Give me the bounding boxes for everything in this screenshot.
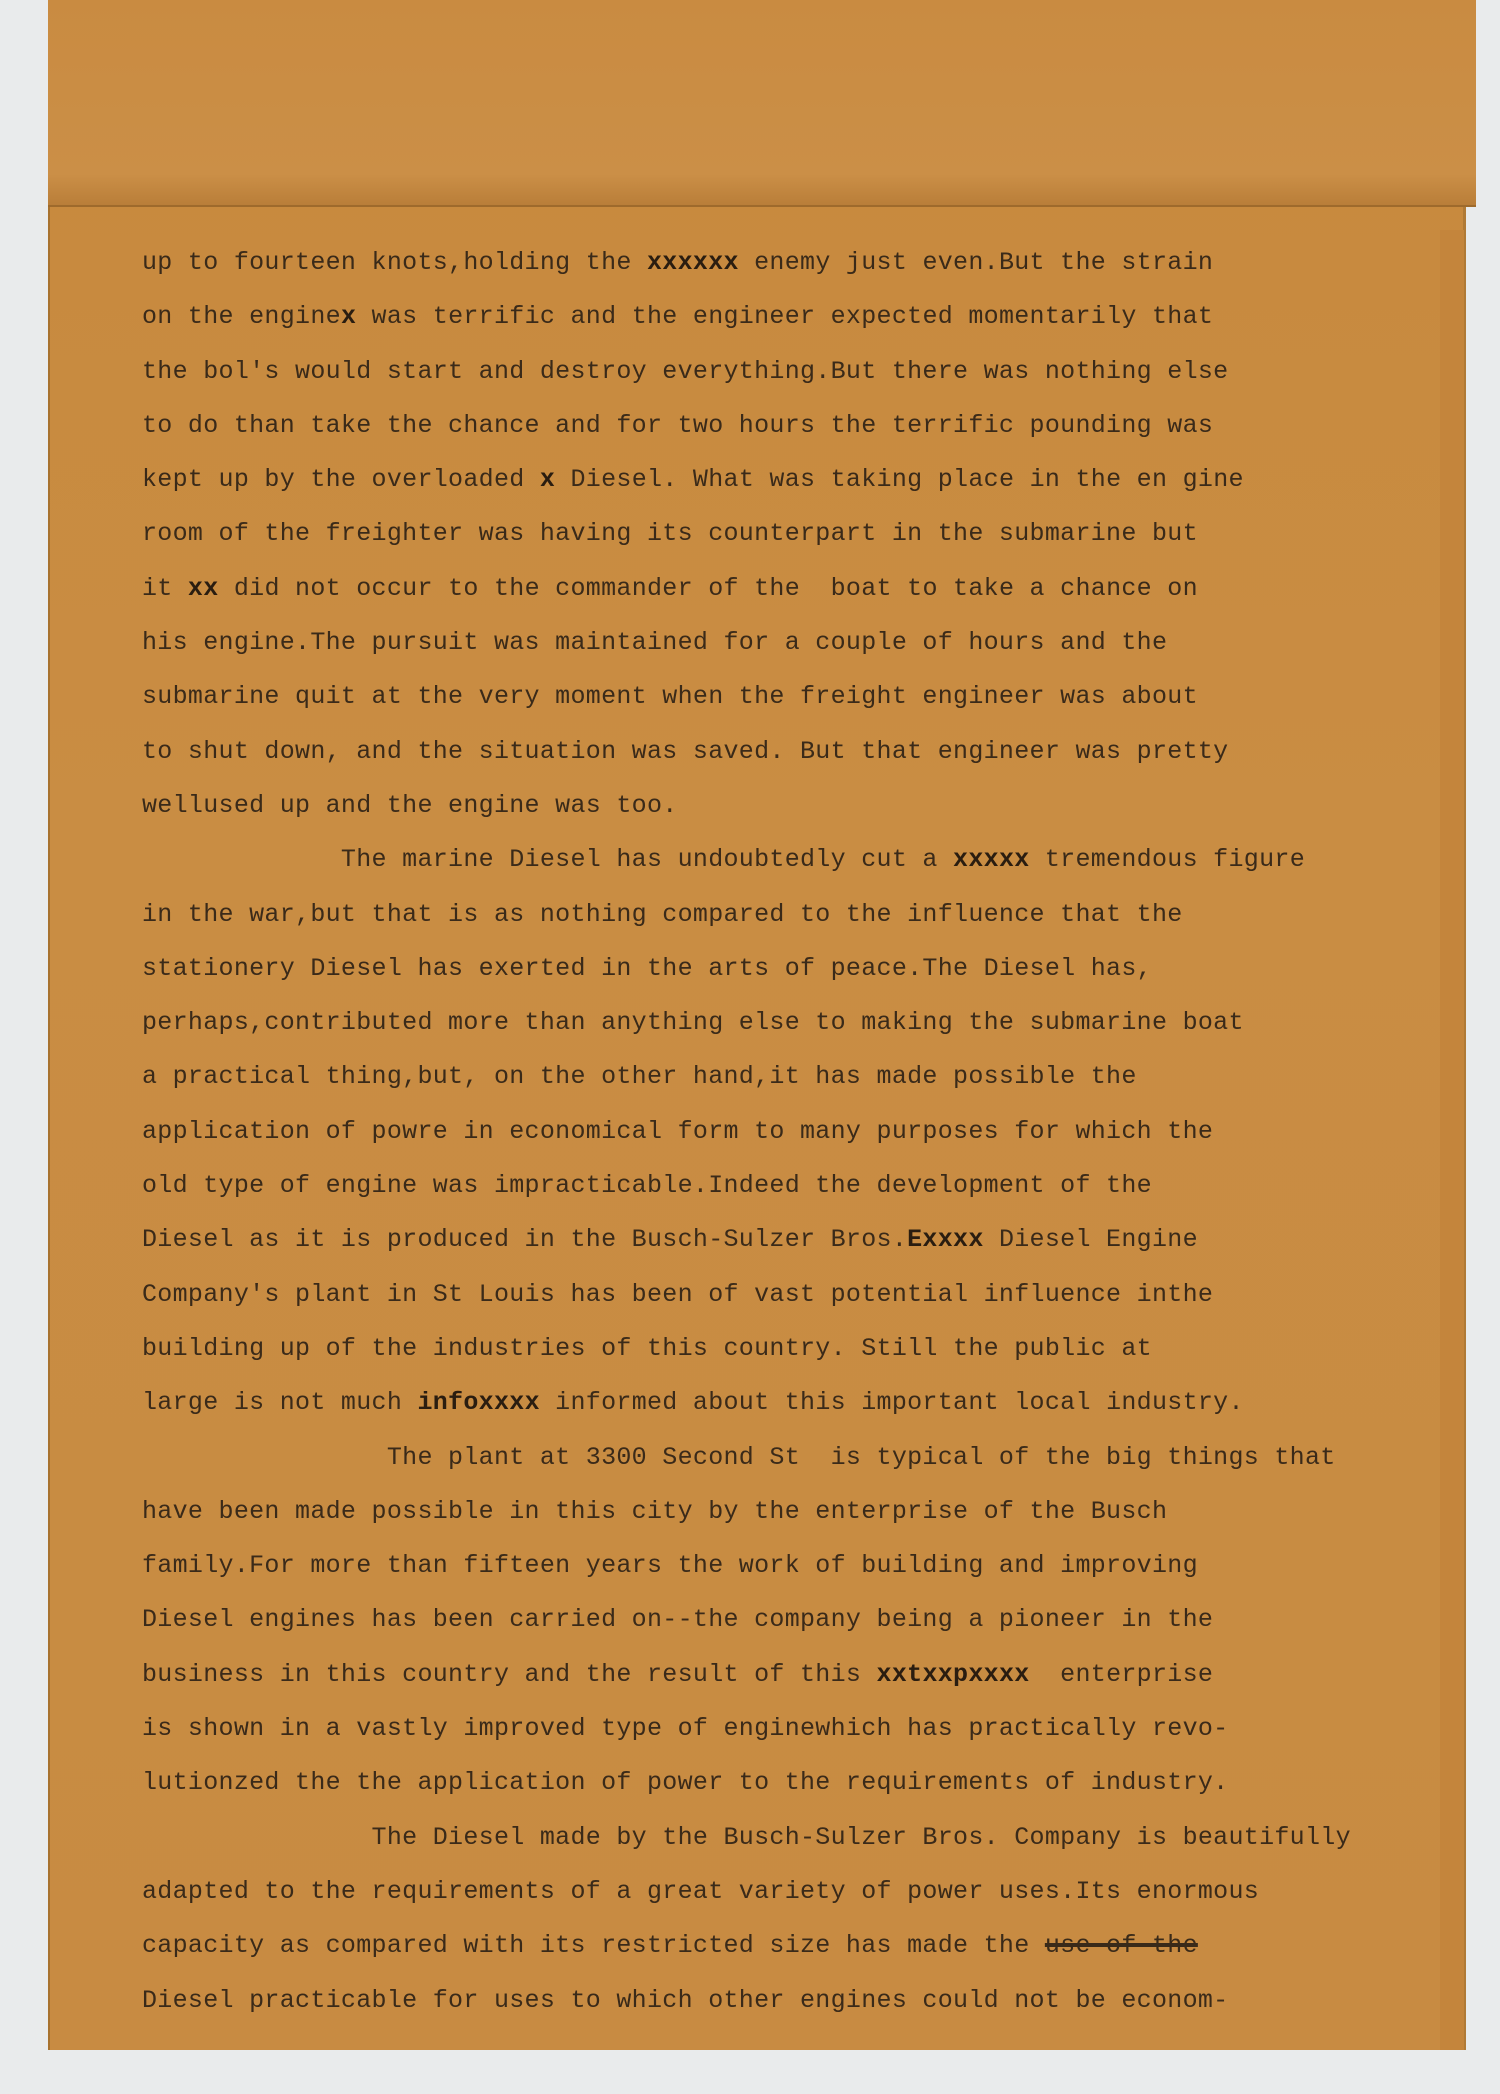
text-segment: on the engine [142,302,341,332]
text-segment: Diesel. What was taking place in the en gine [555,465,1244,495]
text-line [142,1268,1342,1322]
text-segment: The Diesel made by the Busch-Sulzer Bros. Company is beautifully [142,1822,1351,1852]
paper-edge [1440,230,1464,2050]
text-segment: old type of engine was impracticable.Indeed the development of the [142,1171,1152,1201]
crossed-out-text: use of the [1044,1931,1198,1961]
text-segment: wellused up and the engine was too. [142,790,678,820]
struck-out-text: x [539,465,556,495]
text-segment: was terrific and the engineer expected momentarily that [356,302,1214,332]
text-segment: The plant at 3300 Second St is typical of the big things that [142,1442,1336,1472]
text-line [142,888,1342,942]
text-segment: tremendous figure [1029,845,1305,875]
text-line [142,290,1342,344]
text-segment: Diesel practicable for uses to which other engines could not be econom- [142,1985,1229,2015]
text-line [142,507,1342,561]
struck-out-text: xx [187,573,219,603]
text-line [142,942,1342,996]
text-line [142,1539,1342,1593]
text-segment: the bol's would start and destroy everything.But there was nothing else [142,356,1229,386]
text-segment: The marine Diesel has undoubtedly cut a [142,845,954,875]
text-segment: business in this country and the result of this [142,1659,877,1689]
text-segment: his engine.The pursuit was maintained for a couple of hours and the [142,628,1168,658]
text-line [142,345,1342,399]
struck-out-text: Exxxx [907,1225,984,1255]
text-segment: a practical thing,but, on the other hand,it has made possible the [142,1062,1137,1092]
text-line [142,236,1342,290]
text-segment: Company's plant in St Louis has been of vast potential influence inthe [142,1279,1214,1309]
text-segment: building up of the industries of this country. Still the public at [142,1333,1152,1363]
text-line [142,1811,1351,1865]
text-segment: enterprise [1029,1659,1214,1689]
text-segment: is shown in a vastly improved type of enginewhich has practically revo- [142,1714,1229,1744]
struck-out-text: xxxxx [953,845,1030,875]
text-line [142,453,1342,507]
struck-out-text: xxtxxpxxxx [876,1659,1030,1689]
text-segment: Diesel Engine [983,1225,1198,1255]
text-line [142,1756,1342,1810]
text-segment: capacity as compared with its restricted size has made the [142,1931,1045,1961]
text-line [142,562,1342,616]
text-segment: kept up by the overloaded [142,465,540,495]
typed-text-body [142,236,1351,2028]
text-segment: Diesel engines has been carried on--the company being a pioneer in the [142,1605,1214,1635]
text-line [142,1974,1342,2028]
text-line [142,1105,1342,1159]
text-segment: room of the freighter was having its counterpart in the submarine but [142,519,1198,549]
text-line [142,833,1342,887]
text-line [142,1431,1342,1485]
text-line [142,996,1342,1050]
text-segment: family.For more than fifteen years the work of building and improving [142,1551,1198,1581]
text-segment: informed about this important local industry. [539,1388,1244,1418]
text-segment: have been made possible in this city by the enterprise of the Busch [142,1496,1168,1526]
text-segment: application of powre in economical form to many purposes for which the [142,1116,1214,1146]
text-line [142,1376,1342,1430]
text-segment: to do than take the chance and for two hours the terrific pounding was [142,410,1214,440]
text-segment: submarine quit at the very moment when the freight engineer was about [142,682,1198,712]
text-segment: large is not much [142,1388,418,1418]
text-line [142,779,1342,833]
text-line [142,670,1342,724]
text-line [142,1159,1342,1213]
text-segment: it [142,573,188,603]
text-segment: enemy just even.But the strain [738,248,1214,277]
text-line [142,1485,1342,1539]
text-segment: perhaps,contributed more than anything else to making the submarine boat [142,1008,1244,1038]
text-line [142,1322,1342,1376]
text-line [142,1865,1342,1919]
text-segment: to shut down, and the situation was saved. But that engineer was pretty [142,736,1229,766]
text-segment: in the war,but that is as nothing compared to the influence that the [142,899,1183,929]
struck-out-text: x [340,302,357,332]
text-line [142,1919,1342,1973]
text-line [142,1593,1342,1647]
text-line [142,1702,1342,1756]
text-segment: adapted to the requirements of a great variety of power uses.Its enormous [142,1876,1260,1906]
text-line [142,616,1342,670]
text-line [142,1050,1342,1104]
folded-top-flap [48,0,1476,207]
text-segment: did not occur to the commander of the boat to take a chance on [218,573,1198,603]
text-line [142,725,1342,779]
struck-out-text: xxxxxx [646,248,739,277]
text-segment: up to fourteen knots,holding the [142,248,647,277]
text-segment: stationery Diesel has exerted in the arts of peace.The Diesel has, [142,953,1152,983]
text-segment: lutionzed the the application of power to the requirements of industry. [142,1768,1229,1798]
text-segment: Diesel as it is produced in the Busch-Sulzer Bros. [142,1225,908,1255]
struck-out-text: infoxxxx [417,1388,540,1418]
text-line [142,399,1342,453]
text-line [142,1213,1342,1267]
text-line [142,1648,1342,1702]
